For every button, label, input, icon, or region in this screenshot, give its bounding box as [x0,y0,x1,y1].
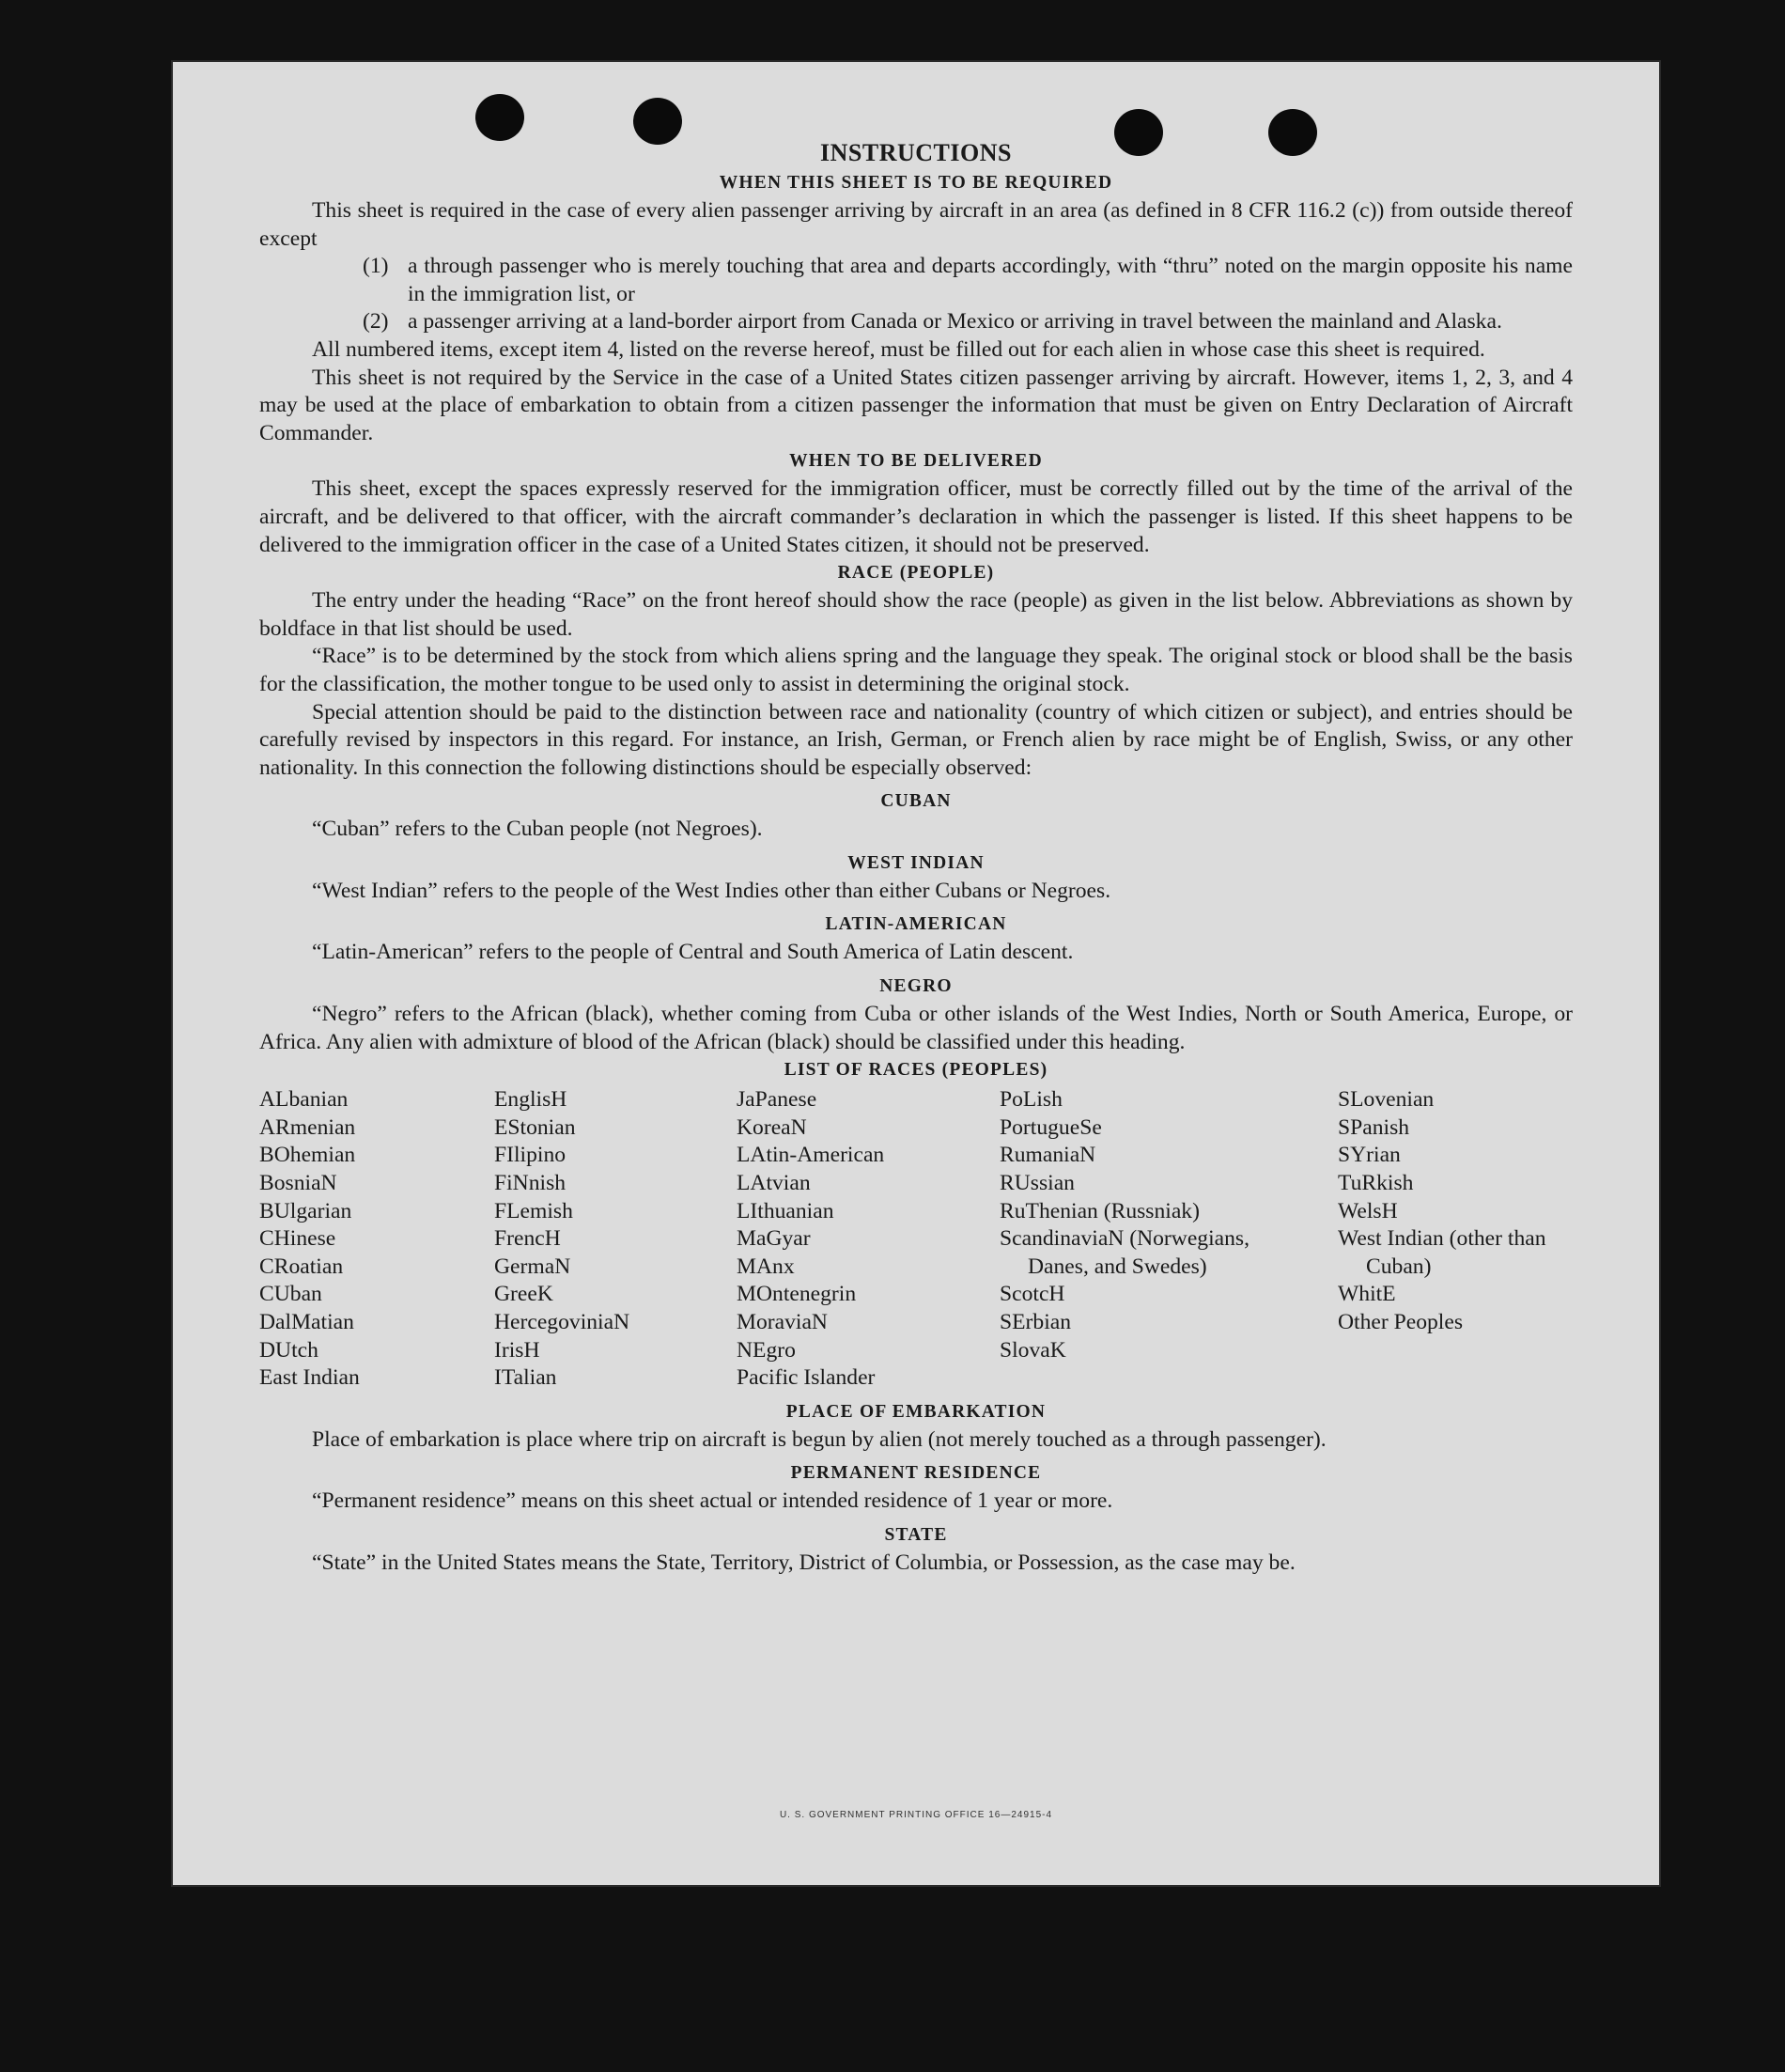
race-item: PoLish [1000,1087,1063,1113]
race-item: RumaniaN [1000,1143,1096,1168]
race-item: Other Peoples [1338,1310,1464,1334]
race-item: BUlgarian [259,1198,352,1223]
races-column [259,1086,494,1393]
section-heading-embarkation: PLACE OF EMBARKATION [785,1401,1047,1422]
race-item: CHinese [259,1226,336,1252]
race-item: SYrian [1338,1143,1401,1168]
punch-hole-1 [475,94,524,141]
race-item: MoraviaN [737,1310,828,1334]
races-table [259,1086,1573,1393]
paragraph: This sheet is not required by the Service in the case of a United States citizen passenger arriving by aircraft. However, items 1, 2, 3, and 4 may be used at the place of embarkation to obtain from a citizen passenger the information that must be given on Entry Declaration of Aircraft Commander. [259,365,1573,445]
race-item: SErbian [1000,1310,1072,1334]
paragraph: All numbered items, except item 4, listed on the reverse hereof, must be filled out for each alien in whose case this sheet is required. [312,336,1485,362]
race-item: IrisH [494,1337,540,1363]
item-text: a passenger arriving at a land-border airport from Canada or Mexico or arriving in travel between the mainland and Alaska. [408,309,1502,335]
section-heading-when-delivered: WHEN TO BE DELIVERED [789,451,1043,472]
races-column [1338,1086,1573,1393]
section-heading-race: RACE (PEOPLE) [837,563,995,584]
page-title: INSTRUCTIONS [820,139,1012,166]
printer-imprint: U. S. GOVERNMENT PRINTING OFFICE 16—24915-4 [779,1810,1053,1820]
race-item: DalMatian [259,1310,354,1334]
race-item: ITalian [494,1365,557,1391]
race-item: KoreaN [737,1114,807,1140]
race-item: LAtin-American [737,1143,885,1168]
race-item: BosniaN [259,1171,337,1196]
race-item: NEgro [737,1337,796,1363]
race-item: Pacific Islander [737,1365,876,1391]
race-item: SLovenian [1338,1087,1435,1113]
race-item: SPanish [1338,1114,1410,1140]
paragraph: “Negro” refers to the African (black), whether coming from Cuba or other islands of the West Indies, North or South America, Europe, or Africa. Any alien with admixture of blood of the African (black) should be classified under this heading. [259,1002,1573,1054]
race-item: BOhemian [259,1143,356,1168]
section-heading-negro: NEGRO [879,976,953,997]
race-item: WhitE [1338,1282,1396,1307]
item-number: (2) [363,309,389,335]
race-item: ALbanian [259,1087,349,1113]
race-item: ScandinaviaN (Norwegians, Danes, and Swedes) [1000,1226,1250,1279]
section-heading-cuban: CUBAN [880,791,952,812]
race-item: ScotcH [1000,1282,1065,1307]
race-item: EStonian [494,1114,576,1140]
paragraph: Special attention should be paid to the distinction between race and nationality (country of which citizen or subject), and entries should be carefully revised by inspectors in this regard. For instance, an Irish, German, or French alien by race might be of English, Swiss, or any other nationality. In this connection the following distinctions should be especially observed: [259,699,1573,780]
race-item: East Indian [259,1365,360,1391]
races-column [1000,1086,1338,1393]
race-item: ARmenian [259,1114,356,1140]
race-item: CUban [259,1282,322,1307]
race-item: TuRkish [1338,1171,1414,1196]
race-item: PortugueSe [1000,1114,1102,1140]
race-item: JaPanese [737,1087,817,1113]
race-item: MAnx [737,1254,795,1279]
race-item: FiNnish [494,1171,567,1196]
race-item: MOntenegrin [737,1282,857,1307]
race-item: WelsH [1338,1198,1398,1223]
instructions-content [259,137,1573,1578]
paragraph: “Cuban” refers to the Cuban people (not Negroes). [312,817,763,842]
race-item: GermaN [494,1254,571,1279]
race-item: FrencH [494,1226,561,1252]
paragraph: “Latin-American” refers to the people of Central and South America of Latin descent. [312,940,1074,965]
paragraph: “Permanent residence” means on this sheet actual or intended residence of 1 year or more. [312,1488,1113,1514]
race-item: RUssian [1000,1171,1075,1196]
paragraph: This sheet is required in the case of every alien passenger arriving by aircraft in an area (as defined in 8 CFR 116.2 (c)) from outside thereof except [259,198,1573,251]
race-item: EnglisH [494,1087,567,1113]
race-item: CRoatian [259,1254,344,1279]
section-heading-residence: PERMANENT RESIDENCE [790,1463,1042,1484]
race-item: RuThenian (Russniak) [1000,1198,1200,1223]
item-number: (1) [363,254,389,279]
race-item: MaGyar [737,1226,811,1252]
races-column [737,1086,1000,1393]
paragraph: “State” in the United States means the State, Territory, District of Columbia, or Possession, as the case may be. [312,1550,1296,1575]
races-column [494,1086,737,1393]
paragraph: Place of embarkation is place where trip on aircraft is begun by alien (not merely touched as a through passenger). [312,1426,1327,1452]
list-item [363,253,1573,308]
form-sheet [173,62,1659,1885]
paragraph: “Race” is to be determined by the stock from which aliens spring and the language they speak. The original stock or blood shall be the basis for the classification, the mother tongue to be used only to assist in determining the original stock. [259,644,1573,696]
race-item: SlovaK [1000,1337,1066,1363]
race-item: DUtch [259,1337,318,1363]
race-item: West Indian (other than Cuban) [1338,1226,1546,1279]
section-heading-latin-american: LATIN-AMERICAN [825,914,1007,935]
item-text: a through passenger who is merely touching that area and departs accordingly, with “thru” noted on the margin opposite his name in the immigration list, or [408,254,1573,306]
race-item: LAtvian [737,1171,811,1196]
race-item: FLemish [494,1198,573,1223]
race-item: HercegoviniaN [494,1310,630,1334]
race-item: GreeK [494,1282,553,1307]
list-item [363,308,1573,336]
race-item: FIlipino [494,1143,567,1168]
section-heading-list-of-races: LIST OF RACES (PEOPLES) [784,1060,1048,1081]
paragraph: “West Indian” refers to the people of the West Indies other than either Cubans or Negroes. [312,878,1111,903]
race-item: LIthuanian [737,1198,834,1223]
section-heading-when-required: WHEN THIS SHEET IS TO BE REQUIRED [719,173,1113,193]
section-heading-state: STATE [884,1524,948,1545]
paragraph: The entry under the heading “Race” on the front hereof should show the race (people) as given in the list below. Abbreviations as shown by boldface in that list should be used. [259,588,1573,641]
paragraph: This sheet, except the spaces expressly reserved for the immigration officer, must be correctly filled out by the time of the arrival of the aircraft, and be delivered to that officer, with the aircraft commander’s declaration in which the passenger is listed. If this sheet happens to be delivered to the immigration officer in the case of a United States citizen, it should not be preserved. [259,476,1573,557]
section-heading-west-indian: WEST INDIAN [847,852,985,873]
